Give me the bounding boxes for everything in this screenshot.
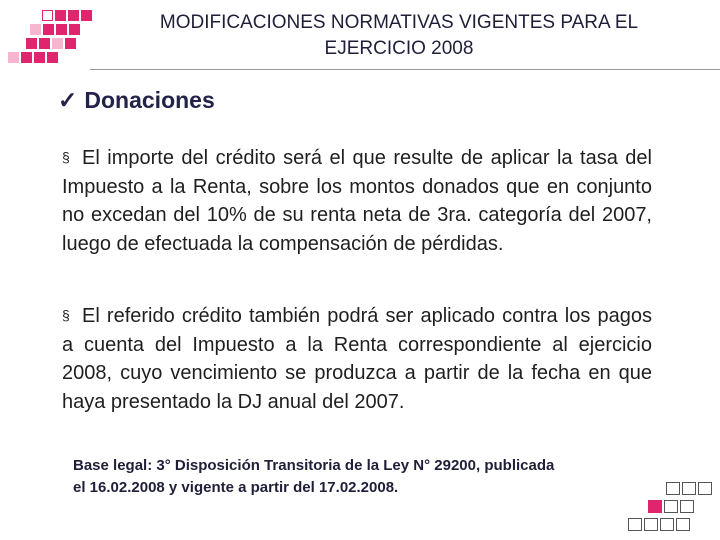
paragraph-text: El referido crédito también podrá ser aplicado contra los pagos a cuenta del Impuesto a la Renta correspondiente al ejercicio 2008, cuyo vencimiento se produzca a partir de la fecha en que haya presentado la DJ anual del 2007. [62,305,652,413]
logo-square [43,24,54,35]
logo-square [698,482,712,495]
logo-square [666,482,680,495]
bullet-icon: § [62,307,70,323]
slide-title-line-1: MODIFICACIONES NORMATIVAS VIGENTES PARA EL [159,12,639,33]
logo-square [26,38,37,49]
check-icon: ✓ [58,87,78,113]
logo-square [52,38,63,49]
logo-square [644,518,658,531]
logo-square [664,500,678,513]
logo-square [47,52,58,63]
logo-square [68,10,79,21]
logo-square [34,52,45,63]
legal-basis-line-2: el 16.02.2008 y vigente a partir del 17.02.2008. [73,479,399,496]
logo-square [39,38,50,49]
logo-square [55,10,66,21]
slide-title-line-2: EJERCICIO 2008 [324,38,474,59]
logo-square [680,500,694,513]
logo-square [682,482,696,495]
logo-square [81,10,92,21]
logo-square [65,38,76,49]
logo-square [21,52,32,63]
section-heading [58,86,215,114]
logo-square [69,24,80,35]
slide-title [92,10,706,62]
logo-squares-bottom-right [626,482,714,532]
logo-square [8,52,19,63]
logo-square [676,518,690,531]
legal-basis-line-1: Base legal: 3° Disposición Transitoria de la Ley N° 29200, publicada [73,457,555,474]
logo-square [42,10,53,21]
bullet-icon: § [62,149,70,165]
logo-square [30,24,41,35]
logo-square [56,24,67,35]
logo-square [648,500,662,513]
paragraph-credit-amount [62,143,652,258]
title-divider [90,69,720,70]
section-heading-text: Donaciones [84,87,215,113]
logo-square [628,518,642,531]
paragraph-credit-application [62,301,652,416]
paragraph-text: El importe del crédito será el que resulte de aplicar la tasa del Impuesto a la Renta, sobre los montos donados que en conjunto no excedan del 10% de su renta neta de 3ra. categoría del 2007, luego de efectuada la compensación de pérdidas. [62,147,652,255]
logo-square [660,518,674,531]
logo-squares-top-left [8,10,90,66]
legal-basis [73,455,663,499]
